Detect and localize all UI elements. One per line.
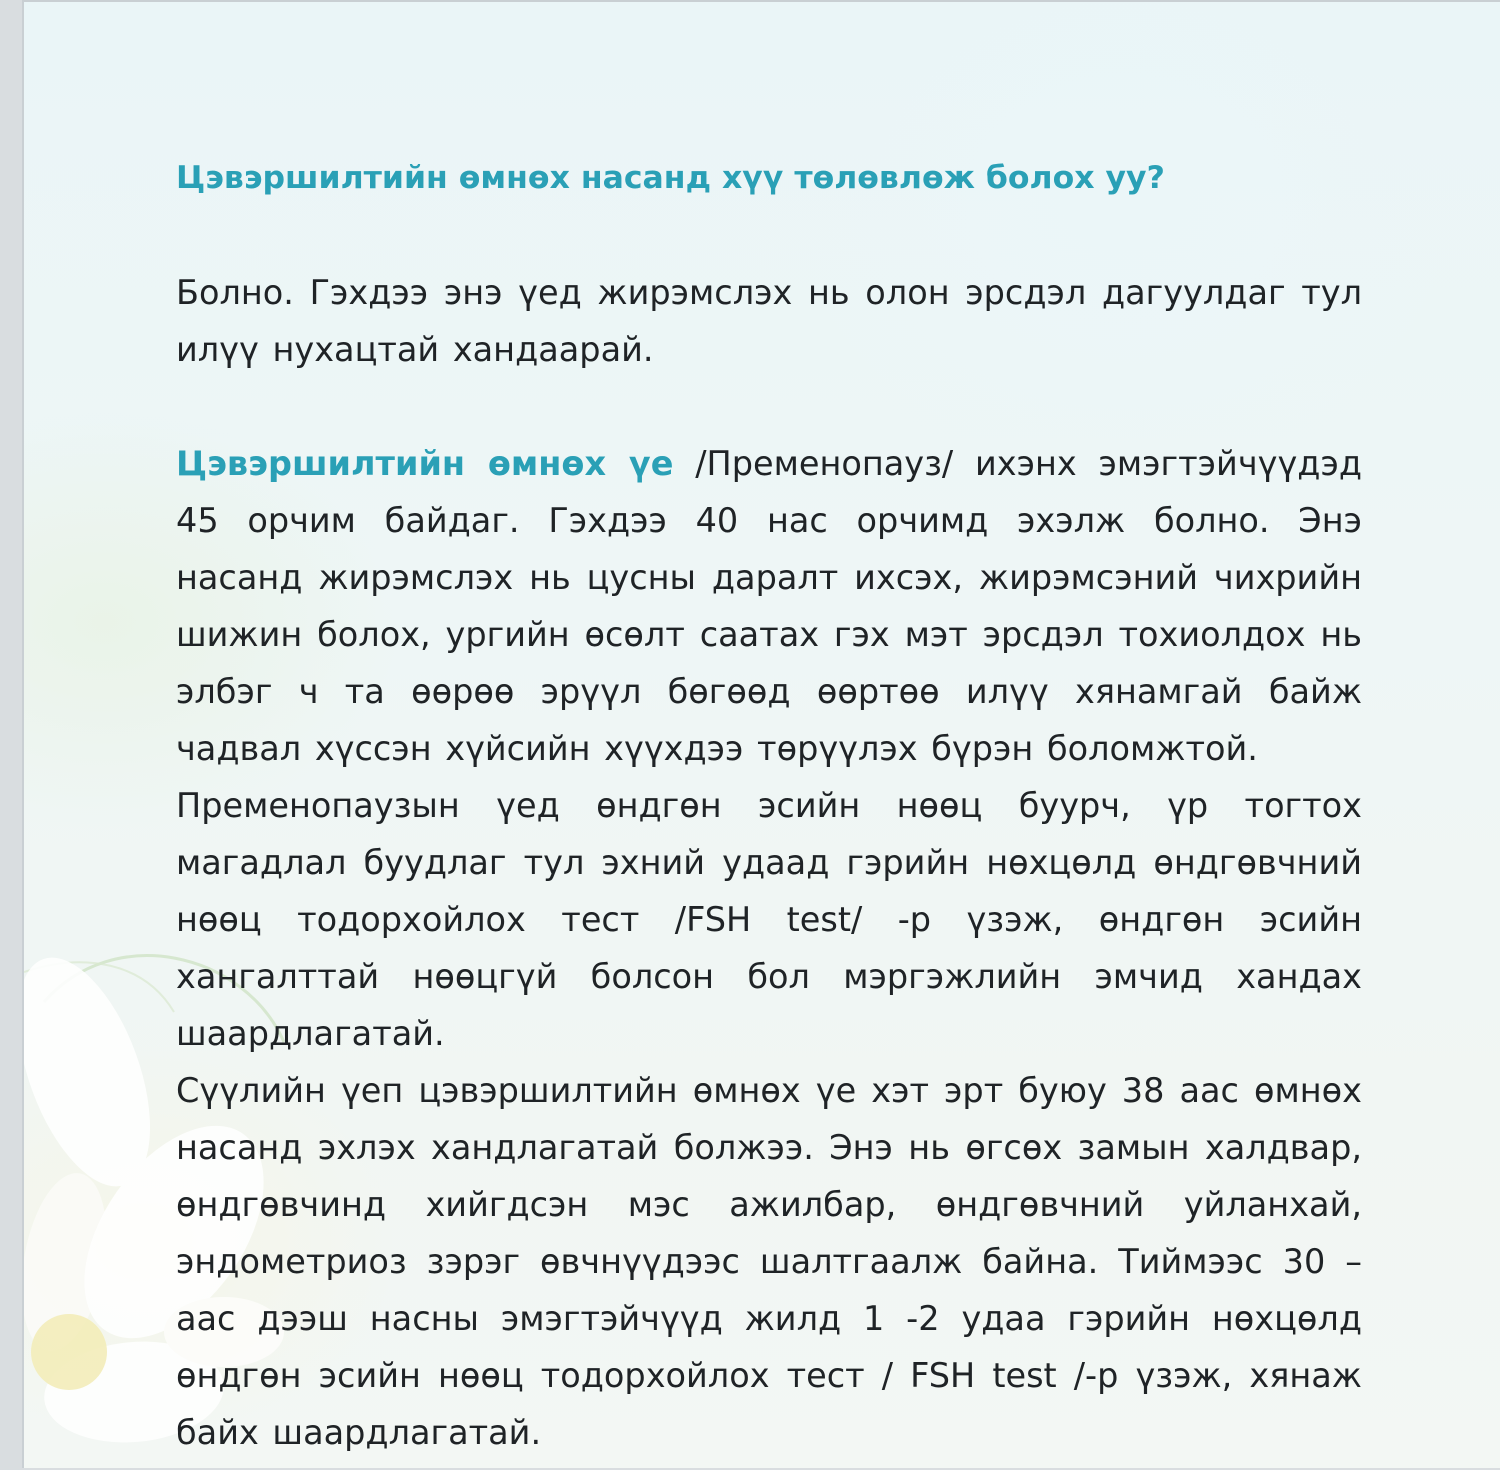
document-page: [22, 0, 1500, 1468]
paragraph-premenopause: [176, 435, 1362, 777]
question-heading: Цэвэршилтийн өмнөх насанд хүү төлөвлөж болох уу?: [176, 160, 1165, 196]
paragraph-fsh-test: Пременопаузын үед өндгөн эсийн нөөц буурч, үр тогтох магадлал буудлаг тул эхний удаад гэрийн нөхцөлд өндгөвчний нөөц тодорхойлох тест /FSH test/ -р үзэж, өндгөн эсийн хангалттай нөөцгүй болсон бол мэргэжлийн эмчид хандах шаардлагатай.: [176, 786, 1362, 1053]
paragraph-early-onset: Сүүлийн үеп цэвэршилтийн өмнөх үе хэт эрт буюу 38 аас өмнөх насанд эхлэх хандлагатай болжээ. Энэ нь өгсөх замын халдвар, өндгөвчинд хийгдсэн мэс ажилбар, өндгөвчний уйланхай, эндометриоз зэрэг өвчнүүдээс шалтгаалж байна. Тиймээс 30 – аас дээш насны эмэгтэйчүүд жилд 1 -2 удаа гэрийн нөхцөлд өндгөн эсийн нөөц тодорхойлох тест / FSH test /-р үзэж, хянаж байх шаардлагатай.: [176, 1071, 1362, 1452]
article-body: [176, 150, 1362, 1461]
paragraph-premenopause-text: /Пременопауз/ ихэнх эмэгтэйчүүдэд 45 орчим байдаг. Гэхдээ 40 нас орчимд эхэлж болно. Энэ насанд жирэмслэх нь цусны даралт ихсэх, жирэмсэний чихрийн шижин болох, ургийн өсөлт саатах гэх мэт эрсдэл тохиолдох нь элбэг ч та өөрөө эрүүл бөгөөд өөртөө илүү хянамгай байж чадвал хүссэн хүйсийн хүүхдээ төрүүлэх бүрэн боломжтой.: [176, 444, 1362, 768]
highlighted-term: Цэвэршилтийн өмнөх үе: [176, 444, 674, 483]
answer-paragraph: Болно. Гэхдээ энэ үед жирэмслэх нь олон эрсдэл дагуулдаг тул илүү нухацтай хандаарай.: [176, 273, 1362, 369]
